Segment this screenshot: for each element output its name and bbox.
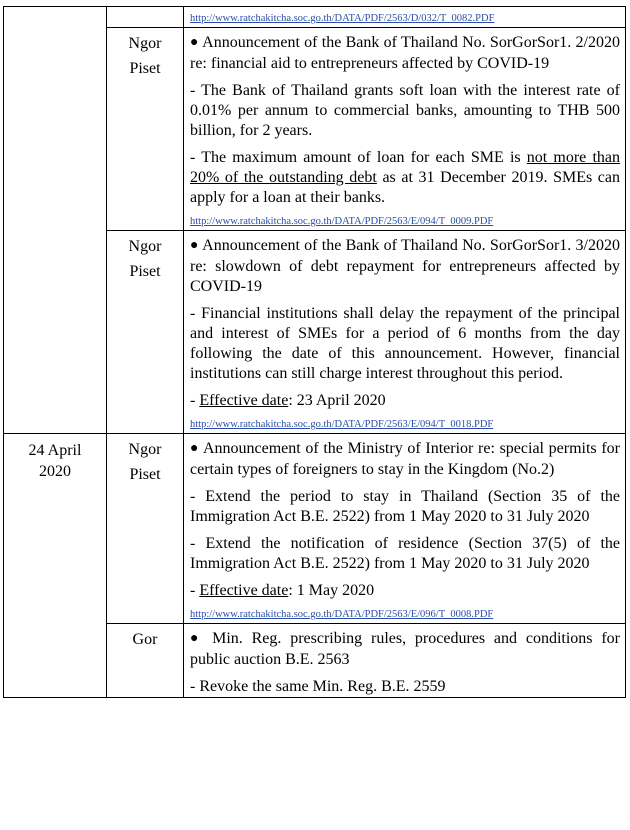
date-cell — [4, 434, 107, 698]
detail-text: as at 31 December 2019. SMEs can apply for a loan at their banks. — [190, 169, 621, 206]
agency-line: Piset — [129, 263, 161, 280]
agency-cell — [107, 231, 184, 434]
effective-date-value: : 1 May 2020 — [288, 582, 375, 599]
bullet-icon: ● — [190, 35, 199, 50]
detail-paragraph: - The Bank of Thailand grants soft loan with the interest rate of 0.01% per annum to commercial banks, amounting to THB 500 billion, for 2 years. — [190, 82, 620, 139]
effective-date — [190, 391, 620, 411]
agency-line: Ngor — [128, 238, 162, 255]
detail-paragraph: - Extend the period to stay in Thailand (Section 35 of the Immigration Act B.E. 2522) from 1 May 2020 to 31 July 2020 — [190, 488, 620, 525]
detail-paragraph: - Revoke the same Min. Reg. B.E. 2559 — [190, 678, 446, 695]
dash-text: - — [190, 582, 200, 599]
table-row — [4, 434, 626, 624]
date-line: 2020 — [39, 463, 71, 480]
dash-text: - — [190, 392, 200, 409]
title-text: Announcement of the Bank of Thailand No. SorGorSor1. 3/2020 re: slowdown of debt repayment for entrepreneurs affected by COVID-19 — [190, 237, 620, 295]
title-text: Announcement of the Ministry of Interior re: special permits for certain types of foreigners to stay in the Kingdom (No.2) — [190, 440, 620, 478]
effective-date-label: Effective date — [199, 392, 289, 409]
announcement-title — [190, 33, 620, 74]
content-cell — [184, 7, 626, 28]
effective-date-label: Effective date — [199, 582, 289, 599]
detail-paragraph: - Extend the notification of residence (Section 37(5) of the Immigration Act B.E. 2522) from 1 May 2020 to 31 July 2020 — [190, 535, 620, 572]
detail-paragraph: - Financial institutions shall delay the repayment of the principal and interest of SMEs for a period of 6 months from the day following the date of this announcement. However, financial institutions can still charge interest throughout this period. — [190, 305, 620, 382]
date-cell — [4, 7, 107, 434]
effective-date — [190, 581, 620, 601]
bullet-icon: ● — [190, 238, 199, 253]
announcement-title — [190, 236, 620, 297]
table-row — [4, 7, 626, 28]
bullet-icon: ● — [190, 441, 200, 456]
detail-paragraph — [190, 148, 620, 208]
agency-line: Gor — [132, 631, 158, 648]
title-text: Announcement of the Bank of Thailand No. SorGorSor1. 2/2020 re: financial aid to entrepreneurs affected by COVID-19 — [190, 34, 620, 72]
announcement-title — [190, 629, 620, 670]
underlined-text: not more than 20% of the outstanding debt — [190, 149, 620, 186]
agency-cell — [107, 434, 184, 624]
announcement-title — [190, 439, 620, 480]
source-link[interactable]: http://www.ratchakitcha.soc.go.th/DATA/PDF/2563/E/094/T_0018.PDF — [190, 419, 494, 430]
agency-line: Ngor — [128, 441, 162, 458]
agency-line: Ngor — [128, 35, 162, 52]
agency-cell — [107, 624, 184, 698]
agency-line: Piset — [129, 60, 161, 77]
source-link[interactable]: http://www.ratchakitcha.soc.go.th/DATA/PDF/2563/E/096/T_0008.PDF — [190, 609, 494, 620]
source-link[interactable]: http://www.ratchakitcha.soc.go.th/DATA/PDF/2563/E/094/T_0009.PDF — [190, 216, 494, 227]
agency-line: Piset — [129, 466, 161, 483]
source-link[interactable]: http://www.ratchakitcha.soc.go.th/DATA/PDF/2563/D/032/T_0082.PDF — [190, 13, 495, 24]
agency-cell — [107, 7, 184, 28]
content-cell — [184, 231, 626, 434]
bullet-icon: ● — [190, 631, 204, 646]
detail-text: - The maximum amount of loan for each SME is — [190, 149, 527, 166]
content-cell — [184, 624, 626, 698]
title-text: Min. Reg. prescribing rules, procedures and conditions for public auction B.E. 2563 — [190, 630, 620, 668]
agency-cell — [107, 28, 184, 231]
content-cell — [184, 28, 626, 231]
announcements-table — [3, 6, 626, 698]
date-line: 24 April — [28, 442, 82, 459]
effective-date-value: : 23 April 2020 — [288, 392, 386, 409]
content-cell — [184, 434, 626, 624]
